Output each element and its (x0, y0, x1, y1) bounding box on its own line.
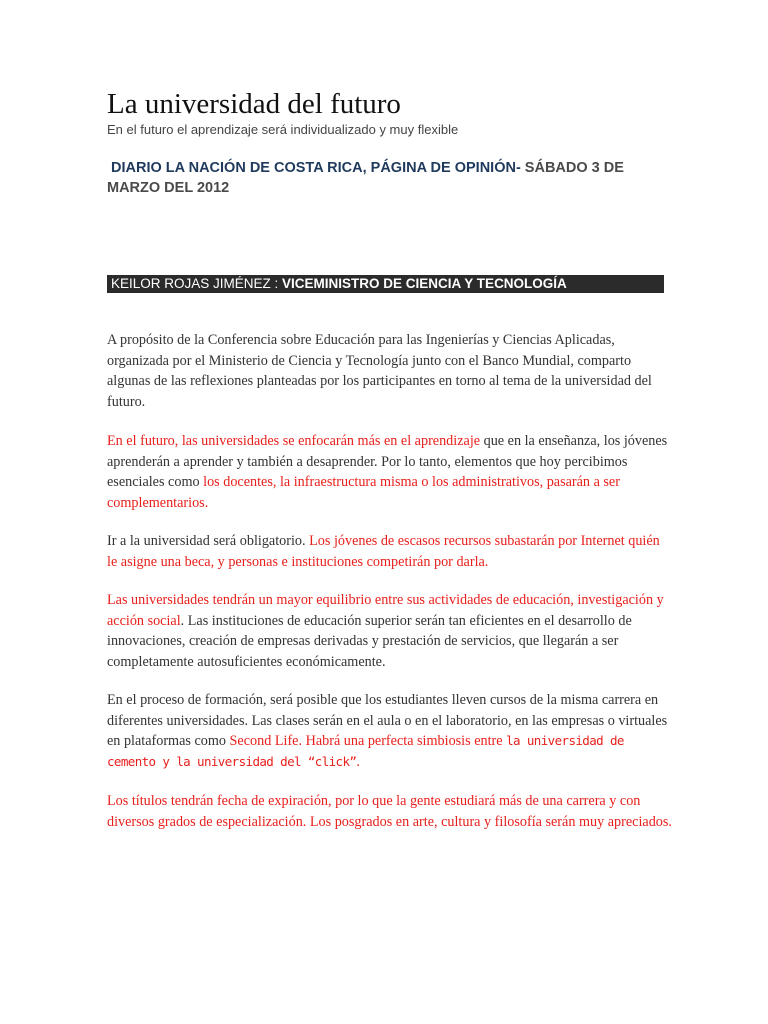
paragraph-5-highlight-3: la universidad de cemento y la universidad del “click” (107, 733, 624, 769)
paragraph-6-highlight-1: Los títulos tendrán fecha de expiración, por lo que la gente estudiará más de una carrera y con diversos grados de especialización. Los posgrados en arte, cultura y filosofía serán muy apreciados. (107, 793, 672, 830)
paragraph-2-highlight-2: los docentes, la infraestructura misma o los administrativos, pasarán a ser complementarios. (107, 474, 620, 511)
paragraph-3 (107, 531, 672, 572)
article-title: La universidad del futuro (107, 88, 401, 120)
paragraph-2 (107, 431, 672, 513)
author-name: KEILOR ROJAS JIMÉNEZ : (111, 276, 283, 291)
paragraph-5 (107, 690, 672, 772)
paragraph-2-text-1: que en la enseñanza, los jóvenes aprenderán a aprender y también a desaprender. Por lo tanto, elementos que hoy percibimos esenciales como (107, 433, 668, 491)
paragraph-3-highlight-1: Los jóvenes de escasos recursos subastarán por Internet quién le asigne una beca, y personas e instituciones competirán por darla. (107, 533, 660, 570)
paragraph-5-text-1: En el proceso de formación, será posible que los estudiantes lleven cursos de la misma carrera en diferentes universidades. Las clases serán en el aula o en el laboratorio, en las empresas o virtuales en plataformas como (107, 692, 668, 750)
paragraph-2-highlight-1: En el futuro, las universidades se enfocarán más en el aprendizaje (107, 433, 481, 449)
paragraph-4-highlight-1: Las universidades tendrán un mayor equilibrio entre sus actividades de educación, investigación y acción social (107, 592, 664, 629)
source-date: SÁBADO 3 DE MARZO DEL 2012 (107, 160, 624, 196)
paragraph-1-text: A propósito de la Conferencia sobre Educación para las Ingenierías y Ciencias Aplicadas, organizada por el Ministerio de Ciencia y Tecnología junto con el Banco Mundial, comparto algunas de las reflexiones planteadas por los participantes en torno al tema de la universidad del futuro. (107, 332, 652, 410)
article-subtitle: En el futuro el aprendizaje será individualizado y muy flexible (107, 122, 459, 137)
paragraph-5-highlight-4: . (356, 753, 360, 770)
paragraph-5-highlight-2: . Habrá una perfecta simbiosis entre (298, 733, 507, 750)
author-bar (107, 275, 664, 293)
source-paper: DIARIO LA NACIÓN DE COSTA RICA, PÁGINA DE OPINIÓN- (111, 160, 521, 176)
paragraph-4-text-1: . Las instituciones de educación superior serán tan eficientes en el desarrollo de innovaciones, creación de empresas derivadas y prestación de servicios, que llegarán a ser completamente autosuficientes económicamente. (107, 612, 632, 670)
paragraph-6 (107, 791, 672, 832)
article-source (107, 158, 667, 198)
paragraph-4 (107, 590, 672, 672)
paragraph-1 (107, 330, 672, 412)
paragraph-5-highlight-1: Second Life (229, 733, 299, 750)
paragraph-3-text-1: Ir a la universidad será obligatorio. (107, 533, 310, 549)
author-role: VICEMINISTRO DE CIENCIA Y TECNOLOGÍA (282, 276, 567, 291)
